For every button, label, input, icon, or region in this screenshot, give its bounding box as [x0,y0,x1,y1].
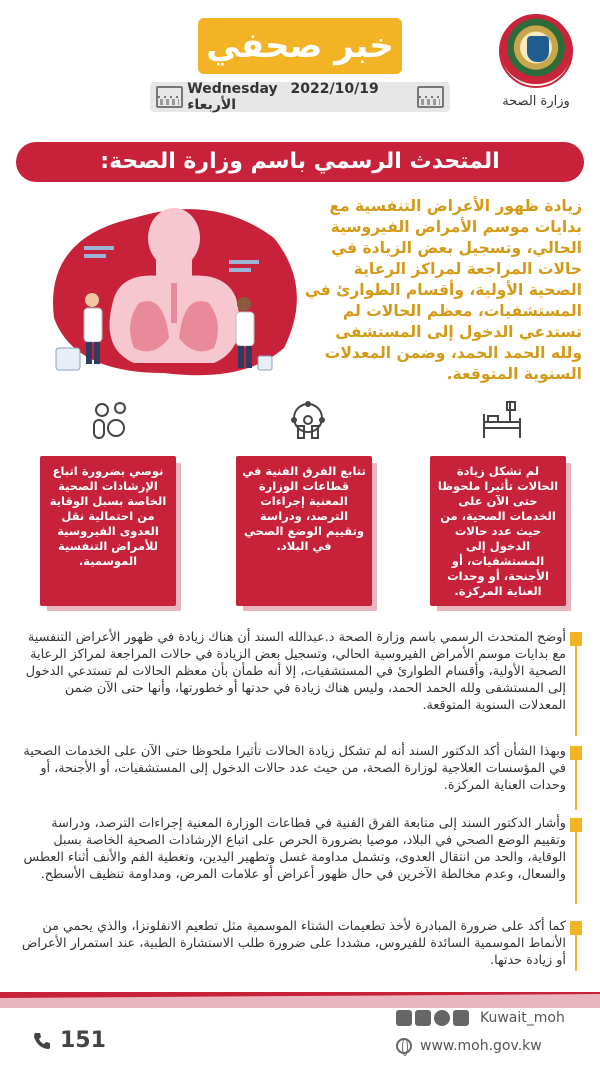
header [0,0,600,130]
footer-wave [0,988,600,1008]
card-text: تتابع الفرق الفنية في قطاعات الوزارة المعنية إجراءات الترصد، ودراسة وتقييم الوضع الصحي في البلاد. [236,456,372,606]
phone-icon [32,1031,52,1051]
globe-icon [396,1038,412,1054]
intro-text: زيادة ظهور الأعراض التنفسية مع بدايات موسم الأمراض الفيروسية الحالي، وتسجيل بعض الزيادة في حالات المراجعة لمراكز الرعاية الصحية الأولية، وأقسام الطوارئ في المستشفيات، معظم الحالات لم تستدعي الدخول إلى المستشفى ولله الحمد الحمد، وضمن المعدلات السنوية المتوقعة. [304,197,582,383]
paragraph-rule [575,646,577,736]
kuwait-emblem-icon [499,14,573,88]
card-text: نوصي بضرورة اتباع الإرشادات الصحية الخاصة بسبل الوقاية من احتمالية نقل العدوى الفيروسية للأمراض التنفسية الموسمية. [40,456,176,606]
social-links [396,1010,565,1026]
paragraph-rule [575,935,577,971]
date-day-en: Wednesday [187,81,278,97]
paragraph-bullet [570,921,582,935]
paragraph-2: وبهذا الشأن أكد الدكتور السند أنه لم تشكل زيادة الحالات تأثيرا ملحوظا حتى الآن على الخدمات الصحية في المؤسسات العلاجية لوزارة الصحة، من حيث عدد حالات الدخول إلى المستشفيات، أو الأجنحة، أو وحدات العناية المركزة. [23,744,566,793]
footer [0,1008,600,1067]
website-link[interactable] [396,1038,542,1054]
team-network-icon [286,400,330,440]
spokesperson-banner: المتحدث الرسمي باسم وزارة الصحة: [16,142,584,182]
calendar-icon [417,86,444,108]
key-points [40,400,560,615]
date-value: 2022/10/19 [290,81,379,97]
paragraph-4: كما أكد على ضرورة المبادرة لأخذ تطعيمات الشتاء الموسمية مثل تطعيم الانفلونزا، والذي يحمي من الأنماط الموسمية السائدة للفيروس، مشددا على ضرورة طلب الاستشارة الطبية، عند استمرار الأعراض أو زيادة حدتها. [21,919,566,968]
hospital-bed-icon [480,400,524,440]
hotline[interactable] [32,1028,106,1053]
card-text: لم تشكل زيادة الحالات تأثيرا ملحوظا حتى الآن على الخدمات الصحية، من حيث عدد حالات الدخول إلى المستشفيات، أو الأجنحة، أو وحدات العناية المركزة. [430,456,566,606]
paragraph-rule [575,760,577,810]
facebook-icon[interactable] [396,1010,412,1026]
paragraph-3: وأشار الدكتور السند إلى متابعة الفرق الفنية في قطاعات الوزارة المعنية إجراءات الترصد، ودراسة وتقييم الوضع الصحي في البلاد، موصيا بضرورة الحرص على اتباع الإرشادات الصحية الخاصة بسبل الوقاية، والحد من انتقال العدوى، وتشمل مداومة غسل وتطهير اليدين، وتغطية الفم والأنف أثناء العطس والسعال، وعدم مخالطة الآخرين في حال ظهور أعراض أو علامات المرض، ومداومة تنظيف الأسطح. [23,816,566,882]
social-handle[interactable]: Kuwait_moh [480,1010,565,1026]
technical-teams-card [236,400,376,615]
hospital-impact-card [430,400,570,615]
logo-text: وزارة الصحة [502,94,570,109]
paragraph-bullet [570,746,582,760]
paragraph-1: أوضح المتحدث الرسمي باسم وزارة الصحة د.عبدالله السند أن هناك زيادة في ظهور الأعراض التنفسية مع بدايات موسم الأمراض الفيروسية الحالي، وتسجيل بعض الزيادة في حالات المراجعة لمراكز الرعاية الصحية الأولية، وأقسام الطوارئ في المستشفيات، إلا أنه طمأن بأن معظم الحالات لم تستدعي الدخول إلى المستشفى ولله الحمد الحمد، وليس هناك زيادة في حدتها أو خطورتها، وأنها حتى الآن ضمن المعدلات السنوية المتوقعة. [25,630,566,713]
paragraph-rule [575,832,577,904]
paragraph-bullet [570,818,582,832]
date-day-ar: الأربعاء [187,97,237,113]
virus-gears-icon [90,400,134,440]
press-release-title: خبر صحفي [198,18,402,74]
date-bar [150,82,450,112]
paragraph-bullet [570,632,582,646]
respiratory-illustration [44,198,304,378]
date-text [183,81,417,113]
hotline-number: 151 [60,1028,106,1053]
youtube-icon[interactable] [453,1010,469,1026]
website-url[interactable]: www.moh.gov.kw [420,1038,542,1054]
recommendation-card [40,400,180,615]
ministry-logo [490,14,582,109]
calendar-icon [156,86,183,108]
twitter-icon[interactable] [434,1010,450,1026]
instagram-icon[interactable] [415,1010,431,1026]
